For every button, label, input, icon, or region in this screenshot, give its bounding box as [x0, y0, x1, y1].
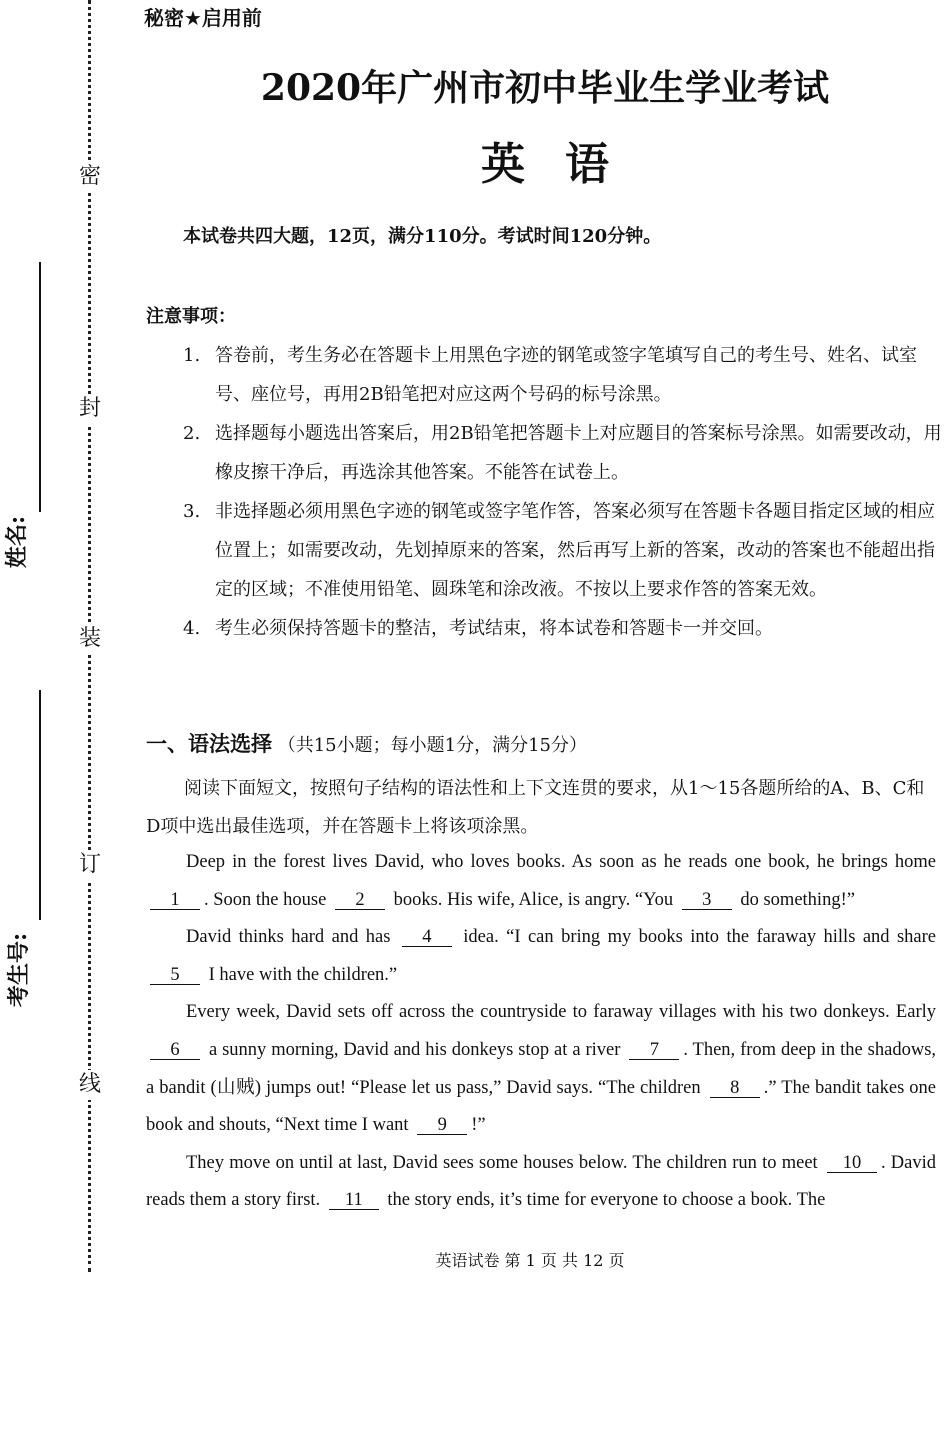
answer-blank: 7 [629, 1041, 679, 1060]
answer-blank: 2 [335, 891, 385, 910]
answer-blank: 3 [682, 891, 732, 910]
notice-item-num: 3. [183, 501, 201, 522]
notice-item [183, 609, 943, 648]
passage-text: Deep in the forest lives David, who loves books. As soon as he reads one book, he brings home [186, 852, 936, 872]
passage-text: books. His wife, Alice, is angry. “You [393, 889, 674, 910]
section-heading-title: 一、语法选择 [146, 732, 272, 756]
notice-item-num: 1. [183, 345, 201, 366]
passage-text: !” [471, 1115, 486, 1136]
passage-text: a sunny morning, David and his donkeys stop at a river [208, 1039, 621, 1060]
reading-passage [146, 844, 936, 1220]
passage-text: David thinks hard and has [186, 927, 391, 948]
notice-item [183, 336, 943, 414]
notice-title: 注意事项： [146, 306, 236, 327]
notice-item [183, 414, 943, 492]
notice-item-text: 答卷前，考生务必在答题卡上用黑色字迹的钢笔或签字笔填写自己的考生号、姓名、试室号、座位号，再用2B铅笔把对应这两个号码的标号涂黑。 [215, 345, 917, 405]
passage-text: . Soon the house [204, 889, 327, 910]
notice-item-text: 非选择题必须用黑色字迹的钢笔或签字笔作答，答案必须写在答题卡各题目指定区域的相应位置上；如需要改动，先划掉原来的答案，然后再写上新的答案，改动的答案也不能超出指定的区域；不准使用铅笔、圆珠笔和涂改液。不按以上要求作答的答案无效。 [215, 501, 935, 600]
notice-item [183, 492, 943, 609]
exam-title: 2020年广州市初中毕业生学业考试 [260, 67, 830, 109]
notice-item-num: 2. [183, 423, 201, 444]
passage-text: Every week, David sets off across the countryside to faraway villages with his two donkeys. Early [186, 1002, 936, 1023]
section-heading [146, 728, 587, 758]
passage-text: They move on until at last, David sees some houses below. The children run to meet [186, 1152, 818, 1173]
confidential-mark: 秘密★启用前 [144, 6, 262, 30]
name-write-line [39, 262, 41, 512]
binding-char-line: 线 [77, 1070, 103, 1100]
notice-list [183, 336, 943, 648]
answer-blank: 10 [827, 1154, 877, 1173]
page-footer: 英语试卷 第 1 页 共 12 页 [435, 1251, 625, 1270]
notice-item-text: 考生必须保持答题卡的整洁，考试结束，将本试卷和答题卡一并交回。 [215, 618, 773, 639]
exam-no-label: 考生号: [6, 932, 32, 1008]
passage-text: idea. “I can bring my books into the faraway hills and share [463, 927, 936, 948]
binding-char-bind: 装 [77, 624, 103, 654]
passage-paragraph [146, 844, 936, 919]
answer-blank: 5 [150, 966, 200, 985]
section-instructions: 阅读下面短文，按照句子结构的语法性和上下文连贯的要求，从1～15各题所给的A、B、C和D项中选出最佳选项，并在答题卡上将该项涂黑。 [146, 778, 925, 837]
passage-paragraph [146, 994, 936, 1144]
binding-char-seal: 密 [77, 162, 103, 192]
subject-title: 英语 [481, 139, 649, 190]
passage-paragraph [146, 919, 936, 994]
answer-blank: 1 [150, 891, 200, 910]
passage-text: . David reads them a story first. [146, 1152, 936, 1211]
notice-item-num: 4. [183, 618, 201, 639]
binding-char-seal2: 封 [77, 394, 103, 424]
answer-blank: 4 [402, 928, 452, 947]
section-heading-note: （共15小题；每小题1分，满分15分） [277, 735, 587, 756]
name-label: 姓名: [4, 515, 30, 569]
passage-text: . Then, from deep in the shadows, a bandit (山贼) jumps out! “Please let us pass,” David says. “The children [146, 1039, 937, 1098]
answer-blank: 6 [150, 1041, 200, 1060]
answer-blank: 9 [417, 1116, 467, 1135]
passage-text: do something!” [740, 889, 855, 910]
passage-paragraph [146, 1145, 936, 1220]
paper-description: 本试卷共四大题，12页，满分110分。考试时间120分钟。 [183, 226, 662, 247]
exam-no-write-line [39, 690, 41, 920]
binding-char-staple: 订 [77, 850, 103, 880]
passage-text: I have with the children.” [208, 964, 398, 985]
passage-text: the story ends, it’s time for everyone to choose a book. The [387, 1190, 826, 1211]
notice-item-text: 选择题每小题选出答案后，用2B铅笔把答题卡上对应题目的答案标号涂黑。如需要改动，用橡皮擦干净后，再选涂其他答案。不能答在试卷上。 [215, 423, 942, 483]
passage-text: .” The bandit takes one book and shouts, “Next time I want [146, 1077, 937, 1136]
answer-blank: 11 [329, 1191, 379, 1210]
answer-blank: 8 [710, 1079, 760, 1098]
